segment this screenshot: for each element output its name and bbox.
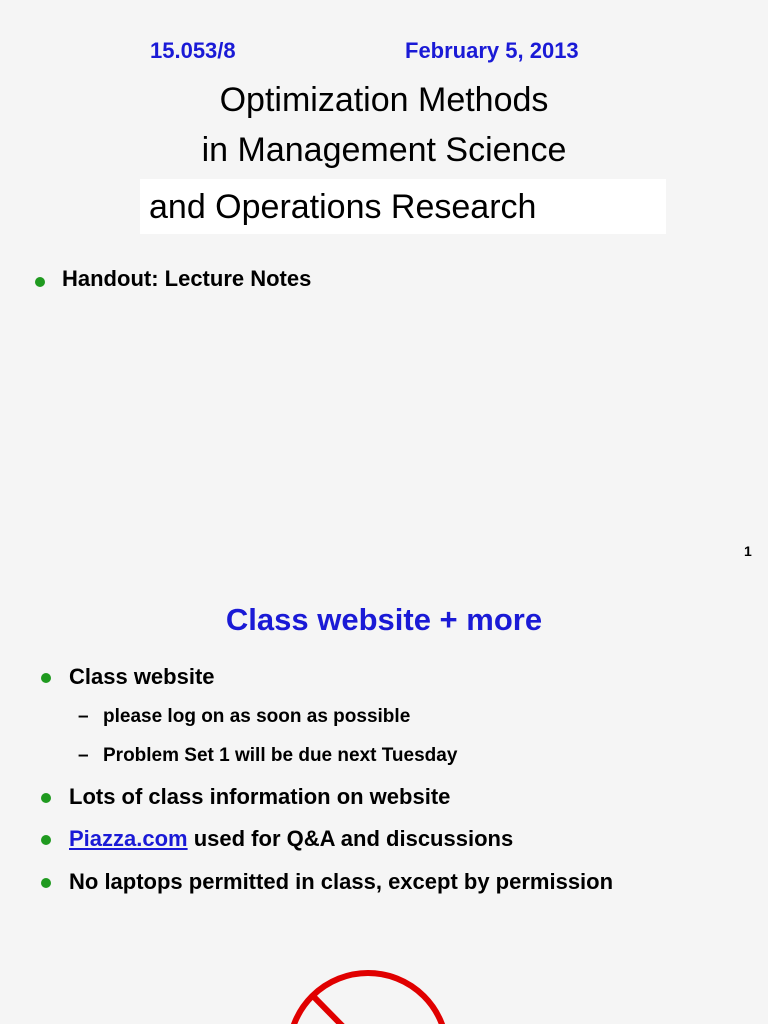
bullet-class-website: Class website (69, 664, 215, 689)
bullet-dot (41, 793, 51, 803)
slide-heading: Class website + more (225, 602, 543, 637)
bullet-dot (41, 835, 51, 845)
bullet-class-info: Lots of class information on website (69, 784, 451, 809)
sub-dash: – (78, 706, 89, 727)
title-line-3: and Operations Research (149, 188, 537, 226)
title-line-2: in Management Science (201, 131, 567, 169)
bullet-no-laptops: No laptops permitted in class, except by permission (69, 869, 614, 894)
sub-bullet-problem-set: Problem Set 1 will be due next Tuesday (103, 745, 458, 766)
lecture-date: February 5, 2013 (405, 38, 579, 63)
title-line-1: Optimization Methods (219, 81, 549, 119)
bullet-dot (35, 277, 45, 287)
sub-bullet-log-on: please log on as soon as possible (103, 706, 411, 727)
sub-dash: – (78, 745, 89, 766)
bullet-piazza (69, 826, 513, 852)
course-number: 15.053/8 (150, 38, 236, 63)
bullet-dot (41, 878, 51, 888)
handout-bullet: Handout: Lecture Notes (62, 266, 312, 291)
page-number: 1 (744, 543, 752, 559)
bullet-dot (41, 673, 51, 683)
piazza-bullet-text: used for Q&A and discussions (187, 826, 514, 851)
no-laptop-sign-icon (283, 968, 453, 1024)
piazza-link[interactable]: Piazza.com (69, 826, 188, 851)
